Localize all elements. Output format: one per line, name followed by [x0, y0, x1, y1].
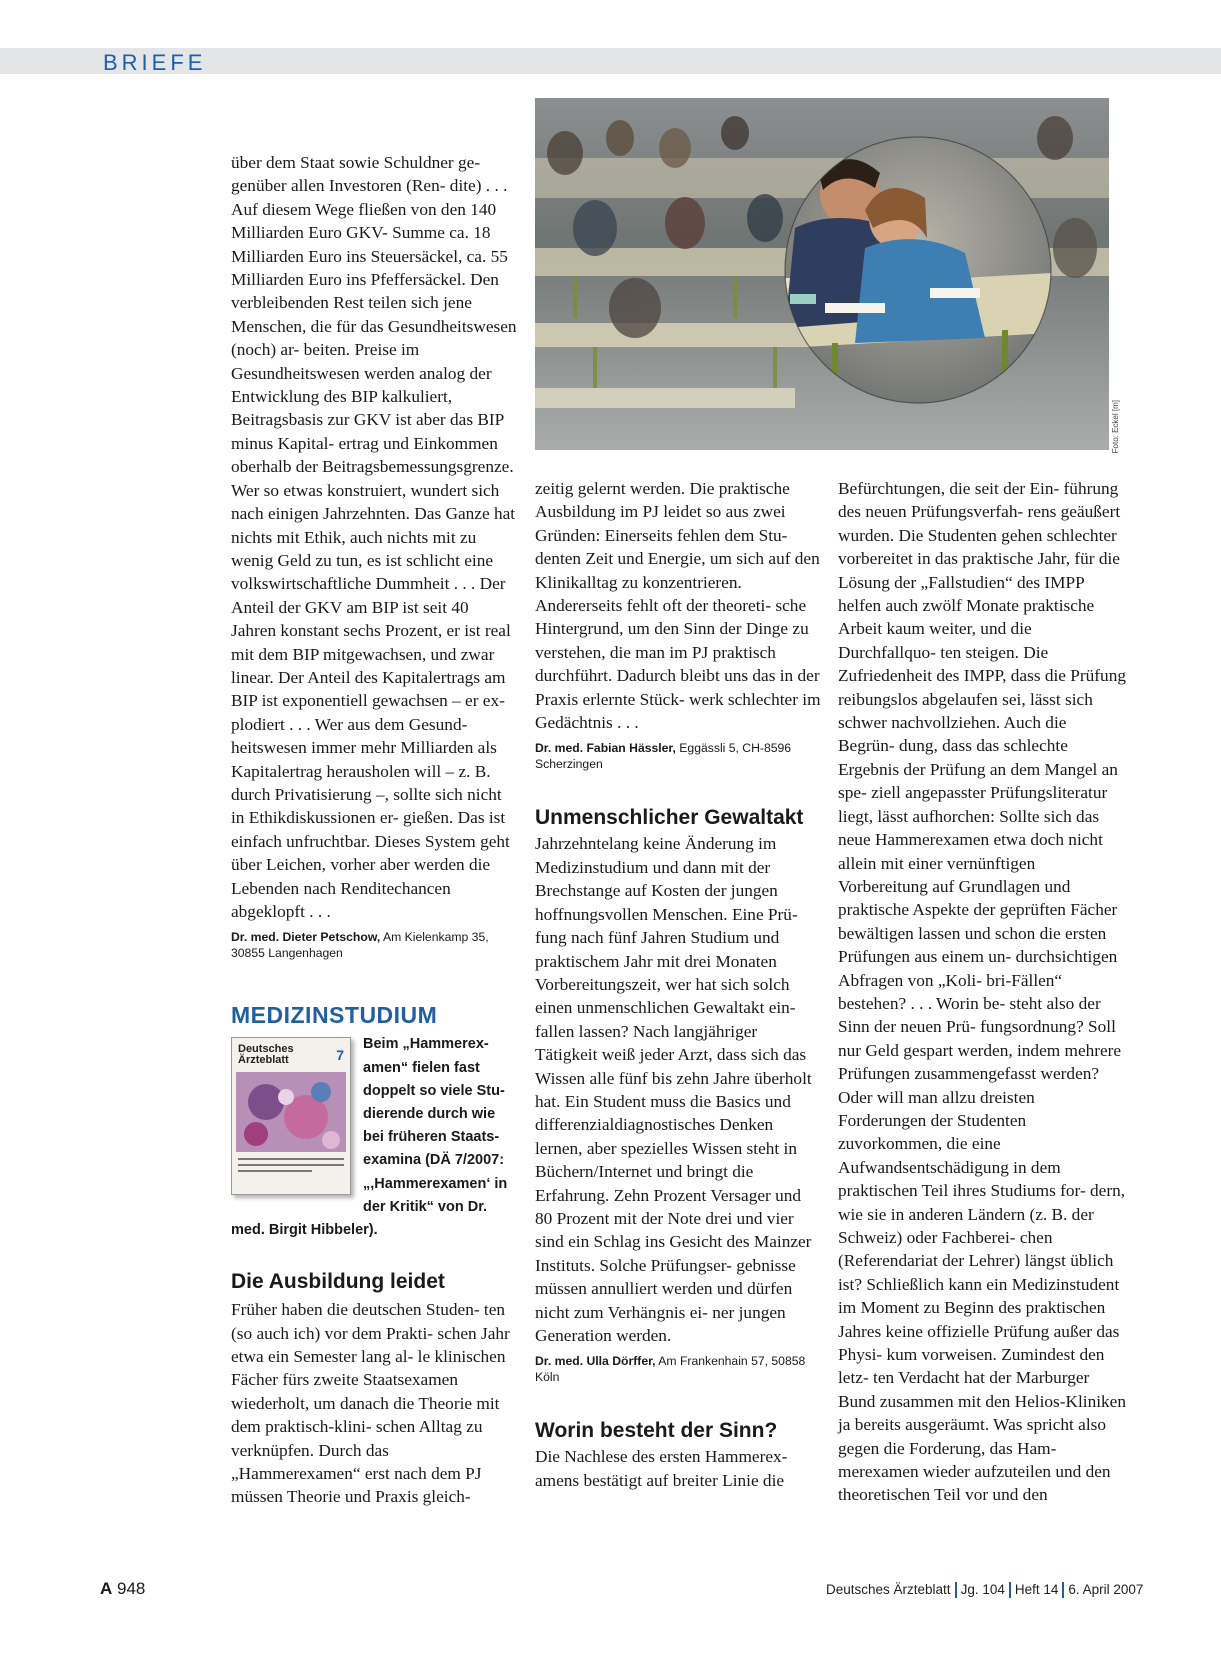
section-label: BRIEFE: [103, 50, 207, 75]
author-name: Dr. med. Ulla Dörffer,: [535, 1354, 656, 1369]
exam-hall-photo: [535, 98, 1109, 450]
page-number: A 948: [100, 1579, 146, 1598]
column-2: [535, 477, 821, 1492]
cover-issue-number: 7: [336, 1047, 344, 1064]
paragraph: Jahrzehntelang keine Änderung im Medizinstudium und dann mit der Brechstange auf Kosten der jungen hoffnungsvollen Menschen. Eine Prü- fung nach fünf Jahren Studium und praktischem Jahr mit drei Monaten Vorbereitungszeit, wer hat sich solch einen unmenschlichen Gewaltakt ein- fallen lassen? Nach langjähriger Tätigkeit weiß jeder Arzt, dass sich das Wissen alle fünf bis zehn Jahre überholt hat. Ein Student muss die Basics und differenzialdiagnostisches Denken lernen, aber spezielles Wissen steht in Büchern/Internet und bringt die Erfahrung. Zehn Prozent Versager und 80 Prozent mit der Note drei und vier sind ein Schlag ins Gesicht des Mainzer Instituts. Solche Prüfungser- gebnisse müssen annulliert werden und dürfen nicht zum Verhängnis ei- ner jungen Generation werden.: [535, 834, 812, 1345]
author-name: Dr. med. Dieter Petschow,: [231, 930, 381, 945]
paragraph: Die Nachlese des ersten Hammerex- amens bestätigt auf breiter Linie die: [535, 1447, 788, 1490]
paragraph: über dem Staat sowie Schuldner ge- genüber allen Investoren (Ren- dite) . . . Auf diesem Wege fließen von den 140 Milliarden Euro GKV- Summe ca. 18 Milliarden Euro ins Steuersäckel, ca. 55 Milliarden Euro ins Pfeffersäckel. Den verbleibenden Rest teilen sich jene Menschen, die für das Gesundheitswesen (noch) ar- beiten. Preise im Gesundheitswesen werden analog der Entwicklung des BIP kalkuliert, Beitragsbasis zur GKV ist aber das BIP minus Kapital- ertrag und Einkommen oberhalb der Beitragsbemessungsgrenze.: [231, 153, 517, 477]
paragraph: Früher haben die deutschen Studen- ten (so auch ich) vor dem Prakti- schen Jahr etwa ein Semester lang al- le klinischen Fächer fürs zweite Staatsexamen wiederholt, um danach die Theorie mit dem praktisch-klini- schen Alltag zu verknüpfen. Durch das „Hammerexamen“ erst nach dem PJ müssen Theorie und Praxis gleich-: [231, 1300, 510, 1507]
author-address: Am Frankenhain 57, 50858 Köln: [535, 1354, 806, 1385]
author-address: Eggässli 5, CH-8596 Scherzingen: [535, 741, 792, 772]
journal-name: Deutsches Ärzteblatt: [826, 1582, 951, 1597]
journal-date: 6. April 2007: [1068, 1582, 1144, 1597]
paragraph: Befürchtungen, die seit der Ein- führung des neuen Prüfungsverfah- rens geäußert wurden. Die Studenten gehen schlechter vorbereitet in das praktische Jahr, für die Lösung der „Fallstudien“ des IMPP helfen auch zwölf Monate praktische Arbeit kaum weiter, und die Durchfallquo- ten steigen. Die Zufriedenheit des IMPP, dass die Prüfung reibungslos abgelaufen sei, lässt sich schwer nachvollziehen. Auch die Begrün- dung, dass das schlechte Ergebnis der Prüfung an dem Mangel an spe- ziell angepasster Prüfungsliteratur liegt, lässt aufhorchen: Sollte sich das neue Hammerexamen etwa doch nicht allein mit einer vernünftigen Vorbereitung auf Grundlagen und praktische Aspekte der geprüften Fächer bewältigen lassen und schon die ersten Prüfungen aus einem un- durchsichtigen Abfragen von „Koli- bri-Fällen“ bestehen? . . . Worin be- steht also der Sinn der neuen Prü- fungsordnung? Soll nur Geld gespart werden, indem mehrere Prüfungen zusammengefasst werden? Oder will man allzu dreisten Forderungen der Studenten zuvorkommen, die eine Aufwandsentschädigung in dem praktischen Teil ihres Studiums for- dern, wie sie in anderen Ländern (z. B. der Schweiz) oder Fachberei- chen (Referendariat der Lehrer) längst üblich ist? Schließlich kann ein Medizinstudent im Moment zu Beginn des praktischen Jahres keine offizielle Prüfung außer das Physi- kum vorweisen. Zumindest den letz- ten Verdacht hat der Marburger Bund zusammen mit den Helios-Kliniken ja bereits ausgeräumt. Was spricht also gegen die Forderung, das Ham- merexamen wieder aufzuteilen und den theoretischen Teil vor und den: [838, 479, 1126, 1505]
journal-issue: Heft 14: [1014, 1582, 1059, 1597]
signature: [231, 929, 518, 961]
signature: [535, 1353, 821, 1385]
journal-volume: Jg. 104: [960, 1582, 1005, 1597]
section-title: MEDIZINSTUDIUM: [231, 1002, 438, 1029]
photo-credit: Foto: Eckel [m]: [1111, 400, 1120, 454]
author-address: Am Kielenkamp 35, 30855 Langenhagen: [231, 930, 489, 961]
author-name: Dr. med. Fabian Hässler,: [535, 741, 676, 756]
cover-masthead: Deutsches Ärzteblatt: [238, 1043, 294, 1067]
journal-info: [826, 1582, 1143, 1598]
paragraph: Wer so etwas konstruiert, wundert sich nach einigen Jahrzehnten. Das Ganze hat nichts mit Ethik, auch nichts mit zu wenig Geld zu tun, es ist schlicht eine volkswirtschaftliche Dummheit . . . Der Anteil der GKV am BIP ist seit 40 Jahren konstant sechs Prozent, er ist real mit dem BIP mitgewachsen, und zwar linear. Der Anteil des Kapitalertrags am BIP ist exponentiell gewachsen – er ex- plodiert . . . Wer aus dem Gesund- heitswesen immer mehr Milliarden als Kapitalertrag herausholen will – z. B. durch Privatisierung –, sollte sich nicht in Ethikdiskussionen er- gießen. Das ist einfach unfruchtbar. Dieses System geht über Leichen, vorher aber werden die Lebenden nach Renditechancen abgeklopft . . .: [231, 480, 516, 921]
lead-text: Beim „Hammerex- amen“ fielen fast doppelt so viele Stu- dierende durch wie bei früheren Staats- examina (DÄ 7/2007: „,Hammerexamen‘ in der Kritik“ von Dr. med. Birgit Hibbeler).: [231, 1036, 508, 1239]
subheading: Worin besteht der Sinn?: [535, 1419, 778, 1443]
paragraph: zeitig gelernt werden. Die praktische Ausbildung im PJ leidet so aus zwei Gründen: Einerseits fehlen dem Stu- denten Zeit und Energie, um sich auf den Klinikalltag zu konzentrieren. Andererseits fehlt oft der theoreti- sche Hintergrund, um den Sinn der Dinge zu verstehen, die man im PJ praktisch durchführt. Dadurch bleibt uns das in der Praxis erlernte Stück- werk schlechter im Gedächtnis . . .: [535, 479, 821, 733]
magazine-cover-thumbnail: [231, 1037, 351, 1195]
cover-text-lines: [238, 1158, 344, 1176]
cover-image: [236, 1072, 346, 1152]
column-1: [231, 151, 518, 1509]
subheading: Die Ausbildung leidet: [231, 1270, 445, 1294]
subheading: Unmenschlicher Gewaltakt: [535, 806, 804, 830]
column-3: [838, 477, 1126, 1507]
signature: [535, 740, 821, 772]
